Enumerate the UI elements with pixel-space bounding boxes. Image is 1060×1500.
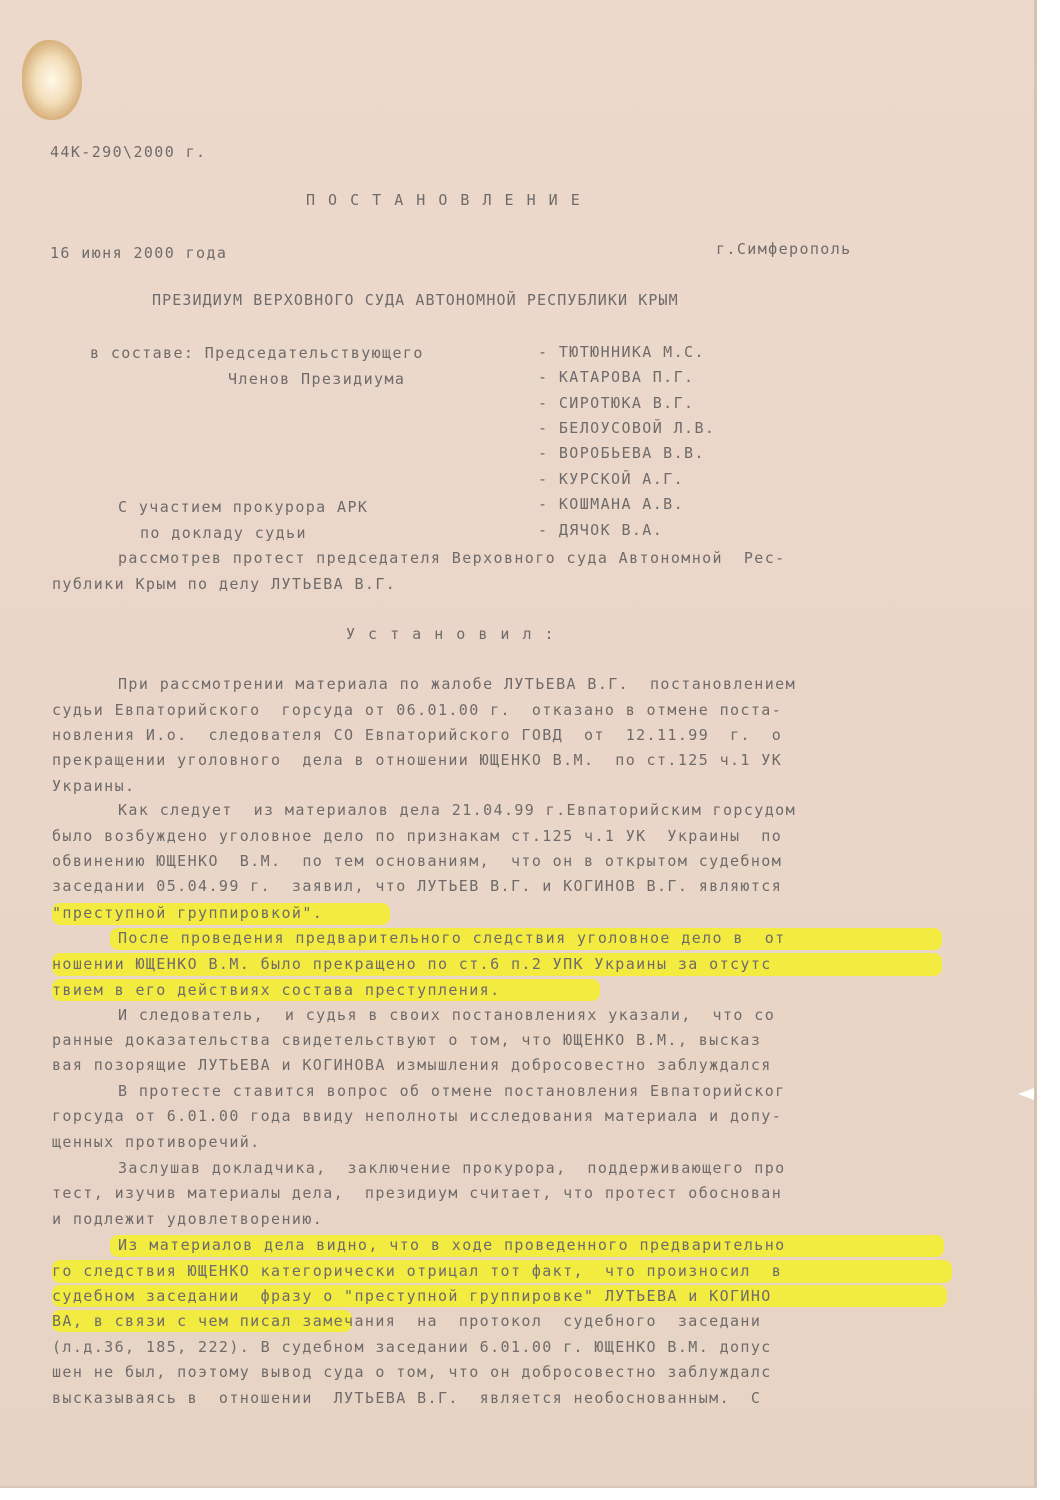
composition-label-chair: в составе: Председательствующего <box>90 344 424 362</box>
body-line: (л.д.36, 185, 222). В судебном заседании 6.01.00 г. ЮЩЕНКО В.М. допус <box>52 1338 772 1356</box>
body-line: тест, изучив материалы дела, президиум считает, что протест обоснован <box>52 1184 783 1202</box>
member-name: - ВОРОБЬЕВА В.В. <box>538 444 705 462</box>
body-line: судьи Евпаторийского горсуда от 06.01.00 г. отказано в отмене поста- <box>52 701 783 719</box>
body-line: ношении ЮЩЕНКО В.М. было прекращено по ст.6 п.2 УПК Украины за отсутс <box>52 955 772 973</box>
body-line: ВА, в связи с чем писал замечания на протокол судебного заседани <box>52 1312 762 1330</box>
member-name: - СИРОТЮКА В.Г. <box>538 394 695 412</box>
body-line: щенных противоречий. <box>52 1133 261 1151</box>
case-number: 44К-290\2000 г. <box>50 143 207 161</box>
court-name: ПРЕЗИДИУМ ВЕРХОВНОГО СУДА АВТОНОМНОЙ РЕСПУБЛИКИ КРЫМ <box>152 291 679 309</box>
body-line: Из материалов дела видно, что в ходе проведенного предварительно <box>118 1236 786 1254</box>
body-line: "преступной группировкой". <box>52 904 324 922</box>
body-line: го следствия ЮЩЕНКО категорически отрицал тот факт, что произносил в <box>52 1262 783 1280</box>
body-line: горсуда от 6.01.00 года ввиду неполноты исследования материала и допу- <box>52 1107 783 1125</box>
section-heading-established: У с т а н о в и л : <box>346 625 556 643</box>
intro-line: публики Крым по делу ЛУТЬЕВА В.Г. <box>52 575 397 593</box>
body-line: прекращении уголовного дела в отношении ЮЩЕНКО В.М. по ст.125 ч.1 УК <box>52 751 783 769</box>
body-line: твием в его действиях состава преступления. <box>52 981 501 999</box>
member-name: - КОШМАНА А.В. <box>538 495 685 513</box>
body-line: было возбуждено уголовное дело по признакам ст.125 ч.1 УК Украины по <box>52 827 783 845</box>
body-line: вая позорящие ЛУТЬЕВА и КОГИНОВА измышления добросовестно заблуждался <box>52 1056 772 1074</box>
member-name: - ТЮТЮННИКА М.С. <box>538 343 705 361</box>
body-line: высказываясь в отношении ЛУТЬЕВА В.Г. является необоснованным. С <box>52 1389 762 1407</box>
document-date: 16 июня 2000 года <box>50 244 228 262</box>
document-title: П О С Т А Н О В Л Е Н И Е <box>306 191 582 209</box>
body-line: обвинению ЮЩЕНКО В.М. по тем основаниям, что он в открытом судебном <box>52 852 783 870</box>
composition-label-members: Членов Президиума <box>228 370 406 388</box>
body-line: ранные доказательства свидетельствуют о том, что ЮЩЕНКО В.М., высказ <box>52 1031 762 1049</box>
paper-tear <box>1018 1088 1034 1100</box>
body-line: И следователь, и судья в своих постановлениях указали, что со <box>118 1006 776 1024</box>
body-line: В протесте ставится вопрос об отмене постановления Евпаторийског <box>118 1082 786 1100</box>
composition-label-reporter: по докладу судьи <box>140 524 307 542</box>
body-line: Заслушав докладчика, заключение прокурора, поддерживающего про <box>118 1159 786 1177</box>
document-city: г.Симферополь <box>716 240 852 258</box>
member-name: - КУРСКОЙ А.Г. <box>538 470 685 488</box>
composition-label-prosecutor: С участием прокурора АРК <box>118 498 369 516</box>
body-line: После проведения предварительного следствия уголовное дело в от <box>118 929 786 947</box>
intro-line: рассмотрев протест председателя Верховного суда Автономной Рес- <box>118 549 786 567</box>
body-line: При рассмотрении материала по жалобе ЛУТЬЕВА В.Г. постановлением <box>118 675 796 693</box>
member-name: - КАТАРОВА П.Г. <box>538 368 695 386</box>
body-line: Украины. <box>52 777 136 795</box>
member-name: - ДЯЧОК В.А. <box>538 521 664 539</box>
body-line: новления И.о. следователя СО Евпаторийского ГОВД от 12.11.99 г. о <box>52 726 783 744</box>
member-name: - БЕЛОУСОВОЙ Л.В. <box>538 419 716 437</box>
body-line: судебном заседании фразу о "преступной группировке" ЛУТЬЕВА и КОГИНО <box>52 1287 772 1305</box>
body-line: заседании 05.04.99 г. заявил, что ЛУТЬЕВ В.Г. и КОГИНОВ В.Г. являются <box>52 877 783 895</box>
body-line: Как следует из материалов дела 21.04.99 г.Евпаторийским горсудом <box>118 801 796 819</box>
paper-stain <box>22 40 82 120</box>
body-line: шен не был, поэтому вывод суда о том, что он добросовестно заблуждалс <box>52 1363 772 1381</box>
body-line: и подлежит удовлетворению. <box>52 1210 324 1228</box>
